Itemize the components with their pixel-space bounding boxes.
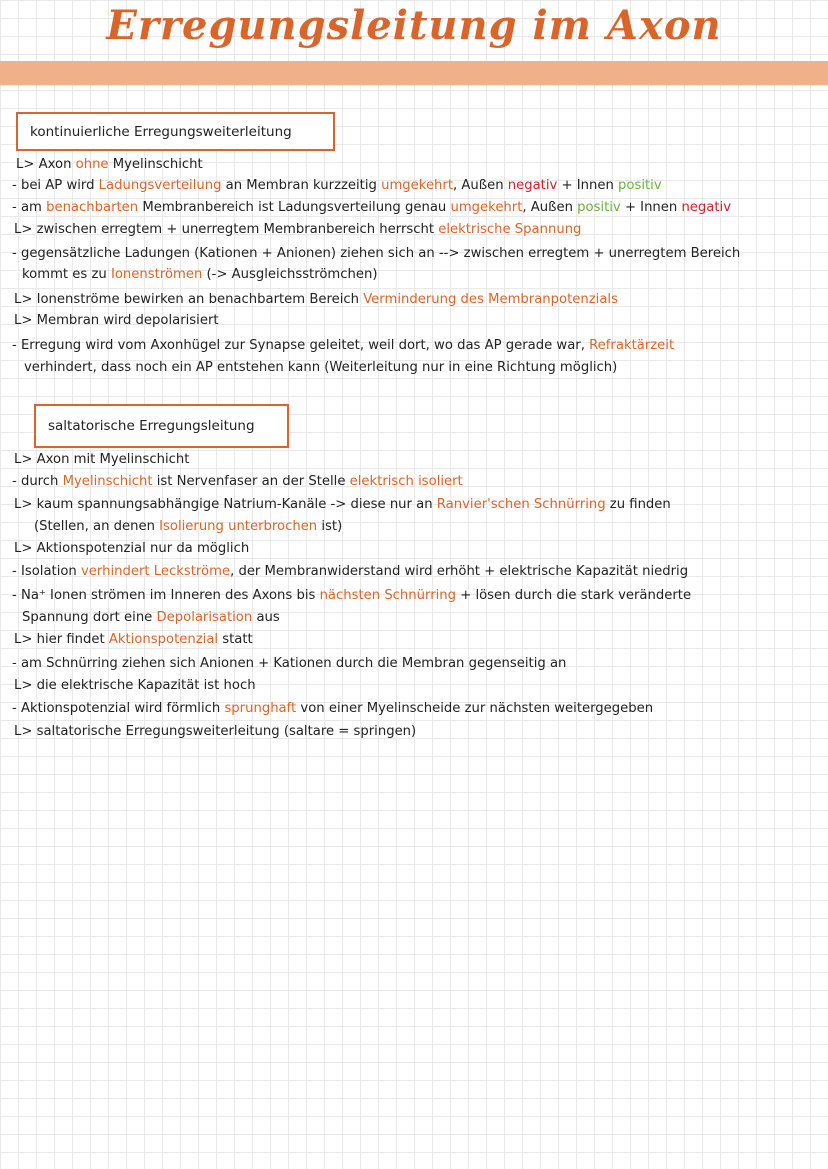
text-segment: (Stellen, an denen [34, 519, 160, 534]
text-segment: statt [218, 632, 253, 647]
text-segment: , Außen [453, 178, 508, 193]
section-heading-saltatorisch [34, 404, 289, 448]
text-segment: - Isolation [12, 564, 81, 579]
text-segment: - am Schnürring ziehen sich Anionen + Kationen durch die Membran gegenseitig an [12, 656, 567, 671]
text-line [12, 563, 688, 580]
text-segment: verhindert, dass noch ein AP entstehen kann (Weiterleitung nur in eine Richtung möglich) [24, 360, 618, 375]
text-segment: von einer Myelinscheide zur nächsten weitergegeben [296, 701, 654, 716]
highlighted-term: Myelinschicht [62, 474, 153, 489]
text-segment: - Aktionspotenzial wird förmlich [12, 701, 225, 716]
highlighted-term: Aktionspotenzial [108, 632, 219, 647]
highlighted-term: positiv [577, 200, 621, 215]
highlighted-term: negativ [681, 200, 732, 215]
text-segment: L> Aktionspotenzial nur da möglich [14, 541, 250, 556]
highlighted-term: Verminderung des Membranpotenzials [363, 292, 618, 307]
section-heading-text: kontinuierliche Erregungsweiterleitung [30, 123, 292, 140]
text-line [34, 518, 342, 535]
highlighted-term: ohne [75, 157, 109, 172]
text-line [14, 723, 416, 740]
text-segment: - durch [12, 474, 63, 489]
text-line [12, 199, 731, 216]
highlighted-term: verhindert Leckströme [80, 564, 231, 579]
text-line [12, 177, 662, 194]
text-segment: (-> Ausgleichsströmchen) [202, 267, 378, 282]
highlighted-term: elektrisch isoliert [349, 474, 463, 489]
text-segment: L> hier findet [14, 632, 109, 647]
text-segment: + Innen [557, 178, 619, 193]
text-line [12, 245, 740, 262]
text-segment: - Erregung wird vom Axonhügel zur Synapse geleitet, weil dort, wo das AP gerade war, [12, 338, 590, 353]
text-line [12, 655, 566, 672]
text-segment: aus [252, 610, 280, 625]
text-line [12, 473, 463, 490]
text-line [16, 156, 203, 173]
highlighted-term: elektrische Spannung [438, 222, 582, 237]
text-line [14, 496, 671, 513]
highlighted-term: Ladungsverteilung [98, 178, 222, 193]
text-line [14, 312, 219, 329]
text-segment: - am [12, 200, 47, 215]
title-band [0, 61, 828, 85]
highlighted-term: positiv [618, 178, 662, 193]
text-line [22, 266, 378, 283]
text-segment: , Außen [522, 200, 578, 215]
highlighted-term: nächsten Schnürring [319, 588, 457, 603]
text-line [12, 700, 653, 717]
text-line [14, 291, 618, 308]
page-title: Erregungsleitung im Axon [106, 2, 722, 49]
highlighted-term: Ionenströmen [110, 267, 203, 282]
text-line [12, 337, 674, 354]
highlighted-term: Refraktärzeit [589, 338, 675, 353]
highlighted-term: sprunghaft [224, 701, 297, 716]
text-segment: ist) [317, 519, 343, 534]
text-segment: Spannung dort eine [22, 610, 157, 625]
highlighted-term: benachbarten [46, 200, 139, 215]
text-line [14, 451, 189, 468]
highlighted-term: Isolierung unterbrochen [159, 519, 318, 534]
text-line [12, 587, 691, 604]
text-segment: L> kaum spannungsabhängige Natrium-Kanäle -> diese nur an [14, 497, 437, 512]
text-segment: zu finden [605, 497, 671, 512]
text-line [14, 677, 256, 694]
text-segment: Myelinschicht [108, 157, 203, 172]
text-segment: L> Axon mit Myelinschicht [14, 452, 190, 467]
text-segment: - bei AP wird [12, 178, 99, 193]
highlighted-term: Depolarisation [156, 610, 253, 625]
section-heading-kontinuierlich [16, 112, 335, 151]
text-line [22, 609, 280, 626]
text-segment: L> saltatorische Erregungsweiterleitung (saltare = springen) [14, 724, 417, 739]
text-segment: L> Ionenströme bewirken an benachbartem Bereich [14, 292, 364, 307]
text-line [14, 221, 581, 238]
text-segment: - gegensätzliche Ladungen (Kationen + Anionen) ziehen sich an --> zwischen erregtem + unerregtem Bereich [12, 246, 741, 261]
highlighted-term: umgekehrt [450, 200, 523, 215]
highlighted-term: negativ [507, 178, 558, 193]
text-segment: , der Membranwiderstand wird erhöht + elektrische Kapazität niedrig [230, 564, 689, 579]
text-line [14, 631, 253, 648]
text-segment: L> Membran wird depolarisiert [14, 313, 219, 328]
text-segment: L> Axon [16, 157, 76, 172]
text-segment: ist Nervenfaser an der Stelle [152, 474, 350, 489]
highlighted-term: Ranvier'schen Schnürring [436, 497, 606, 512]
text-segment: L> zwischen erregtem + unerregtem Membranbereich herrscht [14, 222, 439, 237]
text-segment: - Na⁺ Ionen strömen im Inneren des Axons bis [12, 588, 320, 603]
text-segment: + Innen [620, 200, 682, 215]
text-segment: Membranbereich ist Ladungsverteilung genau [138, 200, 451, 215]
text-line [24, 359, 617, 376]
text-segment: kommt es zu [22, 267, 111, 282]
text-segment: + lösen durch die stark veränderte [456, 588, 692, 603]
highlighted-term: umgekehrt [381, 178, 454, 193]
section-heading-text: saltatorische Erregungsleitung [48, 418, 255, 434]
text-segment: L> die elektrische Kapazität ist hoch [14, 678, 256, 693]
text-segment: an Membran kurzzeitig [221, 178, 382, 193]
text-line [14, 540, 249, 557]
